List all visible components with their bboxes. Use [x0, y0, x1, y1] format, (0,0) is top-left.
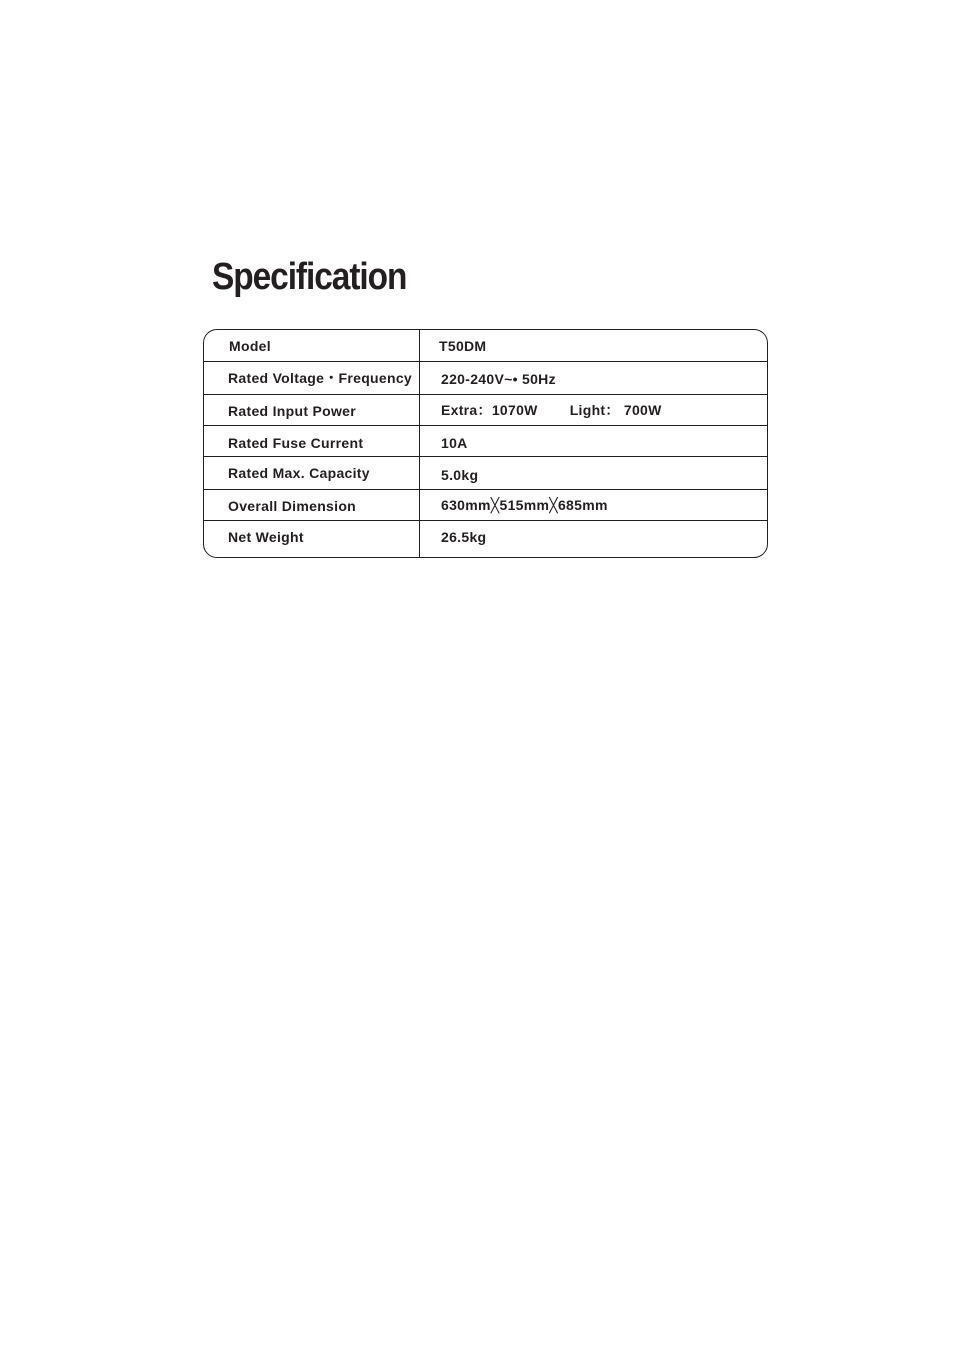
spec-value-extra: Extra：1070W [441, 402, 538, 418]
spec-label: Model [229, 337, 271, 354]
spec-row-input-power [204, 395, 767, 426]
spec-value: T50DM [439, 337, 487, 354]
spec-label: Rated Voltage・Frequency [228, 370, 413, 386]
spec-label: Net Weight [228, 529, 304, 545]
spec-value-light: Light： 700W [569, 402, 662, 418]
spec-value: 220-240V~• 50Hz [441, 371, 556, 387]
spec-label: Rated Max. Capacity [228, 465, 370, 481]
spec-value: 5.0kg [441, 467, 479, 483]
spec-label: Overall Dimension [228, 498, 357, 514]
spec-label: Rated Input Power [228, 403, 356, 419]
spec-row-overall-dimension [204, 490, 767, 521]
spec-value: 630mm╳515mm╳685mm [441, 496, 608, 513]
spec-label: Rated Fuse Current [228, 435, 364, 451]
specification-table [203, 329, 768, 558]
spec-value: 10A [441, 435, 468, 451]
spec-row-voltage-frequency [204, 362, 767, 395]
spec-value [441, 395, 759, 425]
spec-row-model [204, 330, 767, 362]
spec-row-max-capacity [204, 457, 767, 490]
page-title: Specification [212, 256, 407, 298]
spec-row-net-weight [204, 521, 767, 557]
spec-row-fuse-current [204, 426, 767, 457]
spec-value: 26.5kg [441, 529, 487, 545]
